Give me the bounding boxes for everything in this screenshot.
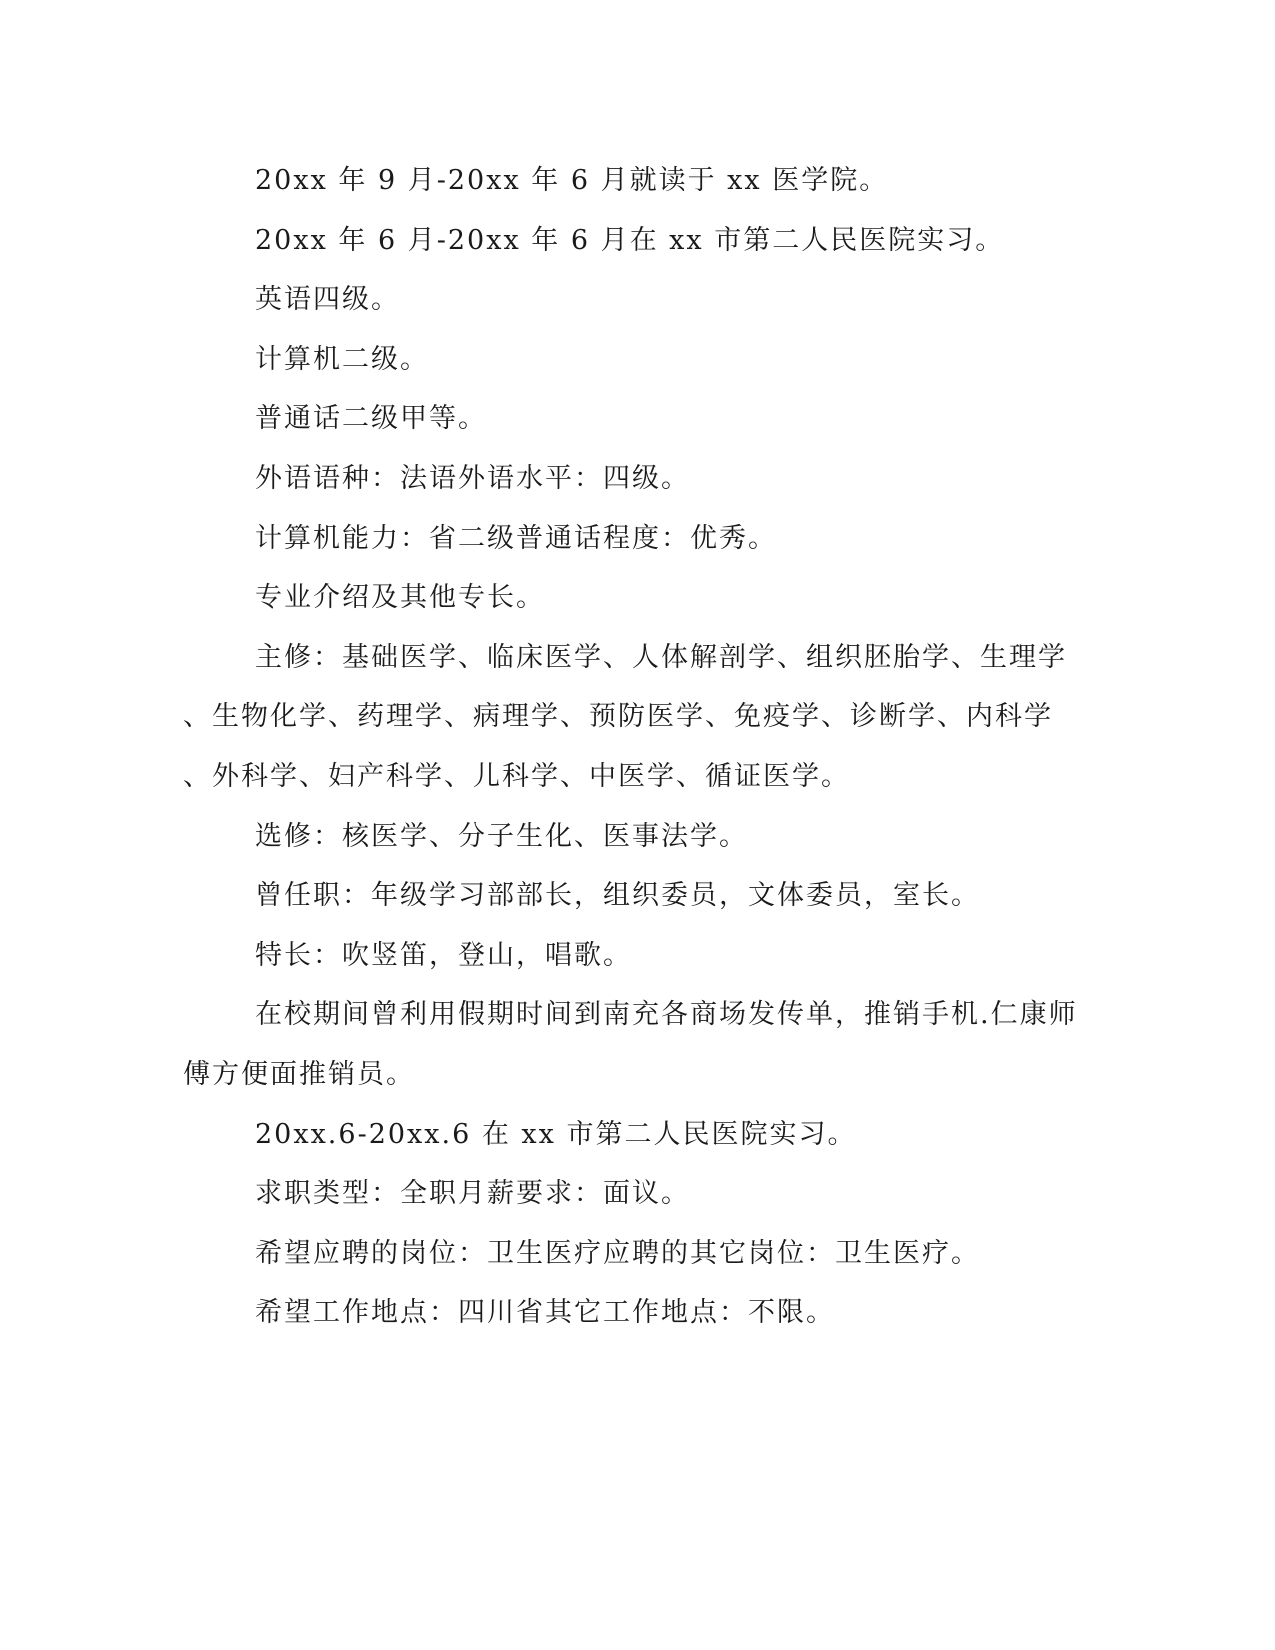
education-line-1: 20xx 年 9 月-20xx 年 6 月就读于 xx 医学院。: [255, 165, 889, 196]
elective-courses-line: 选修：核医学、分子生化、医事法学。: [255, 820, 748, 852]
internship-line-1: 20xx 年 6 月-20xx 年 6 月在 xx 市第二人民医院实习。: [255, 224, 1005, 256]
major-courses-line-2: 、生物化学、药理学、病理学、预防医学、免疫学、诊断学、内科学: [183, 701, 1053, 733]
specialties-line: 特长：吹竖笛，登山，唱歌。: [255, 939, 632, 971]
desired-position-line: 希望应聘的岗位：卫生医疗应聘的其它岗位：卫生医疗。: [255, 1237, 980, 1269]
foreign-language-line: 外语语种：法语外语水平：四级。: [255, 462, 690, 494]
document-body: [183, 163, 1078, 1355]
major-courses-line-3: 、外科学、妇产科学、儿科学、中医学、循证医学。: [183, 760, 850, 792]
part-time-line-2: 傅方便面推销员。: [183, 1058, 415, 1090]
work-location-line: 希望工作地点：四川省其它工作地点：不限。: [255, 1297, 835, 1329]
major-intro-heading: 专业介绍及其他专长。: [255, 582, 545, 614]
major-courses-line-1: 主修：基础医学、临床医学、人体解剖学、组织胚胎学、生理学: [255, 641, 1067, 673]
internship-line-2: 20xx.6-20xx.6 在 xx 市第二人民医院实习。: [255, 1118, 857, 1150]
english-level-line: 英语四级。: [255, 284, 400, 316]
computer-level-line: 计算机二级。: [255, 343, 429, 375]
positions-held-line: 曾任职：年级学习部部长，组织委员，文体委员，室长。: [255, 880, 980, 912]
computer-ability-line: 计算机能力：省二级普通话程度：优秀。: [255, 522, 777, 554]
job-type-line: 求职类型：全职月薪要求：面议。: [255, 1178, 690, 1210]
part-time-line-1: 在校期间曾利用假期时间到南充各商场发传单，推销手机.仁康师: [255, 999, 1078, 1031]
mandarin-level-line: 普通话二级甲等。: [255, 403, 487, 435]
